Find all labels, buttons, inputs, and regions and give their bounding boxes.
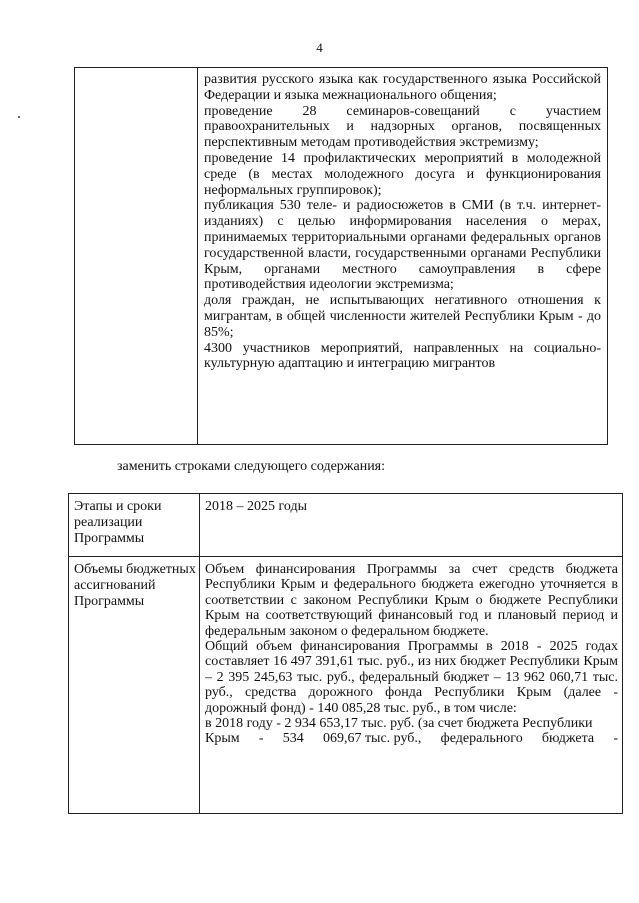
top-table	[74, 67, 608, 445]
budget-label-cell	[69, 557, 200, 814]
stages-label-cell	[69, 494, 200, 557]
budget-last-line	[205, 731, 618, 746]
list-item: 4300 участников мероприятий, направленных на социально-культурную адаптацию и интеграцию мигрантов	[204, 340, 601, 372]
budget-label: Объемы бюджетных ассигнований Программы	[74, 562, 196, 609]
list-item: проведение 28 семинаров-совещаний с участием правоохранительных и надзорных органов, посвященных перспективным методам противодействия экстремизму;	[204, 103, 601, 151]
word: федерального	[440, 731, 523, 747]
top-table-left-cell	[75, 68, 198, 445]
stages-value-cell	[200, 494, 623, 557]
budget-paragraph: Общий объем финансирования Программы в 2018 - 2025 годах составляет 16 497 391,61 тыс. руб., из них бюджет Республики Крым – 2 395 245,63 тыс. руб., федеральный бюджет – 13 962 060,71 тыс. руб., средства дорожного фонда Республики Крым (далее - дорожный фонд) - 140 085,28 тыс. руб., в том числе:	[205, 639, 618, 716]
list-item: доля граждан, не испытывающих негативного отношения к мигрантам, в общей численности жителей Республики Крым - до 85%;	[204, 293, 601, 340]
list-item: развития русского языка как государственного языка Российской Федерации и языка межнационального общения;	[204, 72, 601, 103]
word: Крым	[205, 731, 240, 747]
word: 534	[282, 731, 304, 747]
budget-paragraph: в 2018 году - 2 934 653,17 тыс. руб. (за счет бюджета Республики	[205, 716, 593, 732]
word: 069,67 тыс. руб.,	[322, 731, 422, 747]
bottom-table	[68, 493, 623, 814]
word: -	[613, 731, 618, 747]
budget-paragraph: Объем финансирования Программы за счет средств бюджета Республики Крым и федерального бюджета ежегодно уточняется в соответствии с законом Республики Крым о бюджете Республики Крым на соответствующий финансовый год и плановый период и федеральным законом о федеральном бюджете.	[205, 562, 618, 639]
stages-value: 2018 – 2025 годы	[205, 499, 308, 514]
top-table-right-cell	[198, 68, 608, 445]
stages-label: Этапы и сроки реализации Программы	[74, 499, 162, 546]
budget-value-cell	[200, 557, 623, 814]
list-item: публикация 530 теле- и радиосюжетов в СМИ (в т.ч. интернет-изданиях) с целью информирования населения о мерах, принимаемых территориальными органами федеральных органов государственной власти, государственными органами Республики Крым, органами местного самоуправления в сфере противодействия идеологии экстремизма;	[204, 198, 601, 293]
word: -	[258, 731, 264, 747]
word: бюджета	[541, 731, 595, 747]
list-item: проведение 14 профилактических мероприятий в молодежной среде (в местах молодежного досуга и функционирования неформальных группировок);	[204, 150, 601, 198]
page-number: 4	[316, 40, 323, 55]
scan-speck	[18, 116, 20, 118]
replacement-instruction: заменить строками следующего содержания:	[117, 459, 386, 474]
